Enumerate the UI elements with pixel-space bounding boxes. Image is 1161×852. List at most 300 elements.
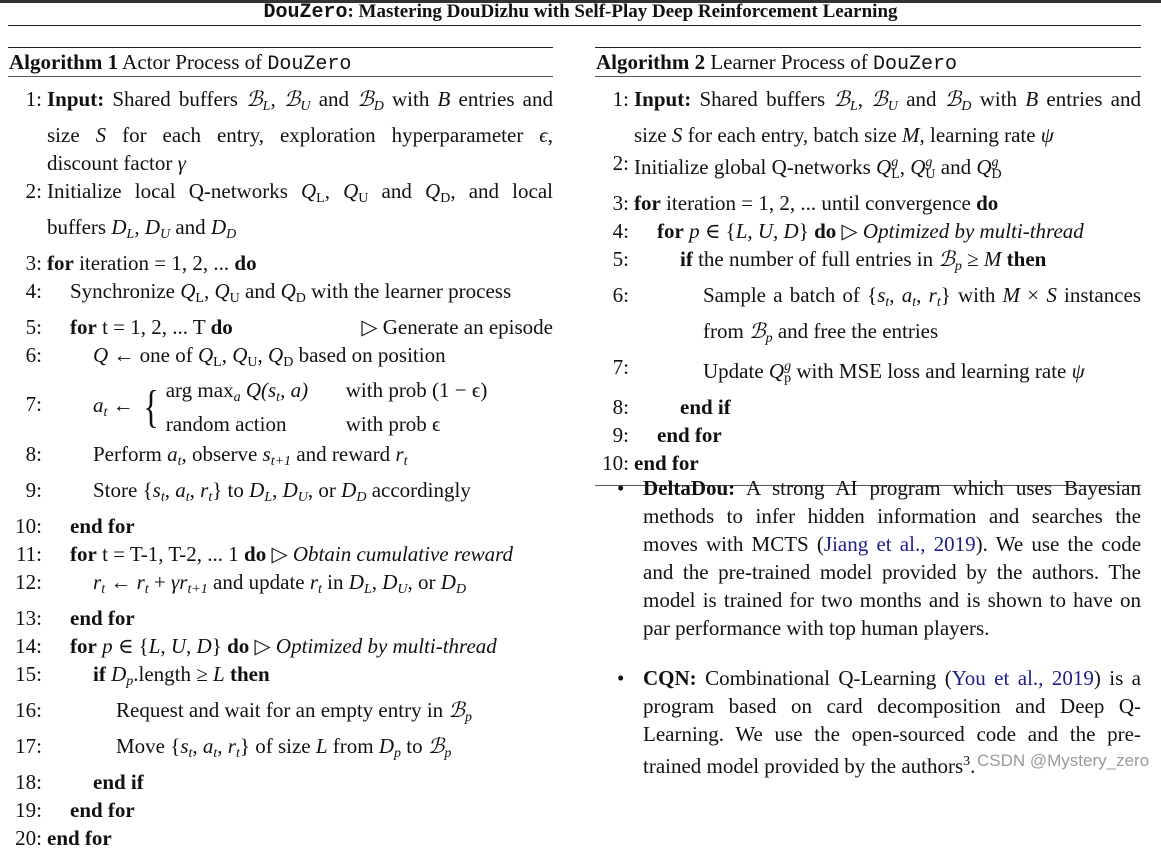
line-content <box>70 632 553 660</box>
algorithm-line <box>595 149 1141 189</box>
subscript: t <box>936 295 941 310</box>
math-symbol: ℬ <box>448 697 465 722</box>
math-symbol: Q <box>280 279 296 303</box>
math-symbol: B <box>437 87 451 111</box>
keyword: end for <box>634 451 699 475</box>
assign-arrow: ← <box>107 392 134 417</box>
math-symbol: D <box>382 569 398 594</box>
algorithm-title-mono: DouZero <box>873 53 958 76</box>
header-title: : Mastering DouDizhu with Self-Play Deep Reinforcement Learning <box>347 1 898 22</box>
text: accordingly <box>366 477 471 502</box>
algorithm-line <box>8 732 553 768</box>
line-content <box>70 796 553 824</box>
algorithm-2 <box>595 47 1141 486</box>
algorithm-line <box>8 277 553 313</box>
algorithm-line <box>8 512 553 540</box>
text: Store { <box>93 477 153 502</box>
text: and free the entries <box>772 319 939 343</box>
math-symbol: Q <box>425 179 441 203</box>
subscript: p <box>444 745 452 761</box>
text: and reward <box>291 441 396 466</box>
case-expression <box>166 377 346 411</box>
math-symbol: p <box>689 219 700 243</box>
watermark: CSDN @Mystery_zero <box>977 751 1150 770</box>
math-symbol: r <box>227 733 236 758</box>
keyword: for <box>657 219 684 243</box>
bullet-deltadou <box>617 474 1142 642</box>
subscript: D <box>226 227 237 242</box>
line-content: Update $Qg_p$ with MSE loss and learning rate ψ <box>703 359 1085 386</box>
subscript: D <box>991 167 1002 182</box>
text: , <box>203 279 215 303</box>
subscript: U <box>247 355 258 370</box>
line-number: 17: <box>15 733 42 758</box>
text: iteration = 1, 2, ... until convergence <box>660 191 977 215</box>
line-number: 11: <box>15 541 42 566</box>
text: , <box>189 477 201 502</box>
math-symbol: M <box>983 247 1002 271</box>
citation-link[interactable]: Jiang et al., 2019 <box>823 532 976 556</box>
subscript: L <box>262 99 271 114</box>
math-symbol: p <box>102 633 113 658</box>
keyword: do <box>234 251 257 275</box>
line-number: 8: <box>612 395 629 419</box>
algorithm-line <box>595 217 1141 245</box>
subscript: L <box>849 99 858 114</box>
algorithm-line <box>8 177 553 249</box>
algorithm-line <box>8 768 553 796</box>
line-number: 10: <box>15 513 42 538</box>
math-symbol: Q <box>198 343 214 367</box>
line-number: 15: <box>15 661 42 686</box>
algorithm-title <box>595 48 1141 76</box>
text: and update <box>207 569 310 594</box>
line-number: 20: <box>15 825 42 850</box>
text: } to <box>212 477 250 502</box>
math-symbol: D <box>282 477 298 502</box>
text: , learning rate <box>919 123 1041 147</box>
subscript: D <box>961 99 972 114</box>
line-content <box>93 768 553 796</box>
subscript: t <box>188 745 193 761</box>
line-number: 16: <box>15 697 42 722</box>
math-symbol: Q <box>214 279 230 303</box>
text: , or <box>307 477 342 502</box>
keyword: do <box>227 633 250 658</box>
algorithm-title-text: Learner Process of <box>705 50 874 74</box>
keyword: for <box>47 251 74 275</box>
text: ← <box>105 569 137 594</box>
subscript: t <box>403 453 408 469</box>
algorithm-line <box>595 421 1141 449</box>
subscript: a <box>233 390 241 405</box>
math-symbol: Q <box>876 155 892 179</box>
text: ). We use the code and the pre-trained model provided by the authors. The model is trained for two months and is shown to have on par performance with top human players. <box>643 532 1142 640</box>
text: , <box>192 733 203 758</box>
algorithm-1 <box>8 47 553 852</box>
algorithm-line <box>8 377 553 440</box>
line-number: 12: <box>15 569 42 594</box>
text: Combinational Q-Learning ( <box>696 666 952 690</box>
text: and <box>310 87 358 111</box>
keyword: Input: <box>47 87 105 111</box>
text: iteration = 1, 2, ... <box>73 251 235 275</box>
algorithm-line <box>595 393 1141 421</box>
math-symbol: ℬ <box>938 247 955 271</box>
line-content <box>657 421 1141 449</box>
algorithm-lines <box>8 85 553 852</box>
line-number: 1: <box>612 87 629 111</box>
keyword: then <box>1006 247 1047 271</box>
math-symbol: D <box>341 477 357 502</box>
keyword: CQN: <box>643 666 697 690</box>
subscript: t <box>160 489 165 505</box>
text: Move { <box>116 733 181 758</box>
title-rule <box>8 76 553 77</box>
line-number: 7: <box>612 355 629 379</box>
line-number: 9: <box>25 477 42 502</box>
algorithm-line <box>8 796 553 824</box>
line-content <box>634 449 1141 477</box>
math-symbol: Q <box>343 179 359 203</box>
line-number: 2: <box>612 151 629 175</box>
subscript: D <box>373 99 384 114</box>
math-symbol: D <box>144 215 160 239</box>
text: ∈ { <box>112 633 149 658</box>
math-symbol: Q <box>232 343 248 367</box>
subscript: L <box>891 167 900 182</box>
line-content <box>116 696 553 732</box>
subscript: t <box>101 581 106 597</box>
text: arg max <box>165 378 234 402</box>
text: , <box>134 215 145 239</box>
subscript: L <box>213 355 222 370</box>
subscript: p <box>126 673 134 689</box>
algorithm-line <box>595 85 1141 149</box>
algorithm-line <box>8 604 553 632</box>
text: ∈ { <box>699 219 736 243</box>
text: , <box>916 283 929 307</box>
line-content <box>680 245 1141 281</box>
text: Request and wait for an empty entry in <box>116 697 449 722</box>
line-content <box>634 189 1141 217</box>
text: , discount factor <box>47 123 554 175</box>
keyword: end for <box>47 825 112 850</box>
keyword: if <box>680 247 693 271</box>
math-symbol: ℬ <box>427 733 445 758</box>
footnote-mark: 3 <box>963 754 971 769</box>
text: entries and size <box>47 87 554 147</box>
math-symbol: r <box>395 441 404 466</box>
math-symbol: r <box>136 569 145 594</box>
text: , <box>164 477 176 502</box>
math-symbol: ℬ <box>749 319 766 343</box>
algorithm-line <box>8 85 553 177</box>
math-symbol: ψ <box>1071 359 1085 383</box>
line-number: 10: <box>602 451 629 475</box>
subscript: D <box>283 355 294 370</box>
keyword: for <box>70 541 97 566</box>
text: , <box>221 343 233 367</box>
line-number: 9: <box>612 423 629 447</box>
keyword: do <box>210 315 233 339</box>
math-symbol: s <box>262 441 271 466</box>
subscript: t <box>185 489 190 505</box>
math-symbol: ℬ <box>944 87 962 111</box>
text: Perform <box>93 441 168 466</box>
line-number: 19: <box>15 797 42 822</box>
subscript: U <box>397 581 408 597</box>
math-symbol: s <box>152 477 161 502</box>
subscript: t <box>208 489 213 505</box>
text: from <box>327 733 379 758</box>
comment: ▷ Generate an episode <box>361 315 553 339</box>
subscript: D <box>356 489 367 505</box>
subscript: t <box>912 295 917 310</box>
subscript: L <box>195 291 204 306</box>
text: , <box>270 87 284 111</box>
subscript: t+1 <box>270 453 292 469</box>
line-content <box>70 604 553 632</box>
text: , observe <box>181 441 263 466</box>
text: Update <box>703 359 769 383</box>
math-symbol: ℬ <box>357 87 374 111</box>
line-content <box>47 85 553 177</box>
text: } with <box>940 283 1003 307</box>
math-symbol: L <box>315 733 328 758</box>
keyword: end for <box>70 797 135 822</box>
line-number: 4: <box>612 219 629 243</box>
math-symbol: D <box>378 733 395 758</box>
bullet-icon: • <box>617 666 625 690</box>
citation-link[interactable]: You et al., 2019 <box>951 666 1094 690</box>
line-content: Initialize global Q-networks $Qg_L$, $Qg_U$ and $Qg_D$ <box>634 155 1002 182</box>
keyword: end for <box>70 513 135 538</box>
math-symbol: ℬ <box>246 87 263 111</box>
algorithm-label: Algorithm 1 <box>9 50 119 74</box>
piecewise-cases <box>134 377 488 437</box>
line-content <box>93 568 553 604</box>
math-symbol: L, U, D <box>148 633 212 658</box>
line-content <box>93 440 553 476</box>
algorithm-line <box>595 189 1141 217</box>
math-symbol: Q <box>976 155 992 179</box>
math-symbol: D <box>440 569 456 594</box>
line-content <box>70 277 553 313</box>
line-content <box>70 313 553 341</box>
line-content <box>634 85 1141 149</box>
keyword: do <box>814 219 837 243</box>
line-number: 18: <box>15 769 42 794</box>
math-symbol: Q <box>93 343 109 367</box>
algorithm-line <box>8 313 553 341</box>
case-row <box>166 411 488 437</box>
subscript: U <box>159 227 171 242</box>
algorithm-line <box>8 249 553 277</box>
algorithm-label: Algorithm 2 <box>596 50 706 74</box>
subscript: t <box>318 581 322 597</box>
subscript: U <box>358 191 369 206</box>
text: and <box>935 155 977 179</box>
line-number: 6: <box>612 283 629 307</box>
text: + <box>148 569 171 594</box>
header-rule <box>8 25 1141 26</box>
subscript: t <box>144 581 149 597</box>
text: A strong AI program which uses Bayesian methods to infer hidden information and searches the moves with MCTS ( <box>643 476 1141 556</box>
keyword: end if <box>680 395 731 419</box>
text: , <box>257 343 269 367</box>
case-expression: random action <box>165 412 287 436</box>
text: } <box>798 219 815 243</box>
comment: ▷ Optimized by multi-thread <box>249 633 497 658</box>
text: Shared buffers <box>104 87 247 111</box>
line-content <box>680 393 1141 421</box>
subscript: p <box>954 259 962 274</box>
math-symbol: M <box>1002 283 1021 307</box>
text: } <box>211 633 228 658</box>
text: , <box>272 477 283 502</box>
line-number: 14: <box>15 633 42 658</box>
math-symbol: ϵ <box>539 123 548 147</box>
math-symbol: ψ <box>1040 123 1054 147</box>
math-symbol: s <box>180 733 189 758</box>
keyword: end if <box>93 769 144 794</box>
algorithm-title-mono: DouZero <box>267 53 352 76</box>
text: with the learner process <box>305 279 512 303</box>
algorithm-line <box>8 440 553 476</box>
text: } of size <box>239 733 316 758</box>
text: instances from <box>703 283 1142 343</box>
subscript: t <box>885 295 890 310</box>
math-symbol: Q <box>180 279 196 303</box>
line-content <box>93 341 553 377</box>
math-symbol: S <box>671 123 683 147</box>
text: , <box>324 179 344 203</box>
algorithm-line <box>8 660 553 696</box>
math-symbol: Q(s <box>240 378 277 402</box>
text: entries and size <box>634 87 1141 147</box>
algorithm-title <box>8 48 553 76</box>
keyword: for <box>634 191 661 215</box>
text: Initialize local Q-networks <box>47 179 301 203</box>
text: for each entry, batch size <box>682 123 903 147</box>
line-number: 7: <box>25 392 42 416</box>
subscript: D <box>440 191 451 206</box>
algorithm-line <box>8 824 553 852</box>
math-symbol: γ <box>177 151 186 175</box>
math-symbol: D <box>111 215 127 239</box>
math-symbol: a <box>901 283 913 307</box>
math-symbol: γr <box>171 569 188 594</box>
text: , and local buffers <box>47 179 553 239</box>
math-symbol: D <box>210 215 227 239</box>
text: with <box>971 87 1026 111</box>
line-number: 6: <box>25 343 42 367</box>
line-number: 2: <box>25 179 42 203</box>
subscript: L <box>316 191 325 206</box>
math-symbol: L, U, D <box>735 219 799 243</box>
math-symbol: a <box>167 441 178 466</box>
text: for each entry, exploration hyperparameter <box>106 123 540 147</box>
keyword: Input: <box>634 87 692 111</box>
subscript: U <box>300 99 311 114</box>
math-symbol: Q <box>910 155 926 179</box>
math-symbol: r <box>309 569 319 594</box>
keyword: for <box>70 633 97 658</box>
subscript: L <box>264 489 273 505</box>
math-symbol: s <box>877 283 886 307</box>
text: with <box>383 87 438 111</box>
line-number: 4: <box>25 279 42 303</box>
math-symbol: ℬ <box>871 87 888 111</box>
line-number: 1: <box>25 87 42 111</box>
subscript: p <box>784 371 792 386</box>
text: Shared buffers <box>691 87 834 111</box>
algorithm-line <box>595 245 1141 281</box>
keyword: for <box>70 315 97 339</box>
text: Sample a batch of { <box>703 283 878 307</box>
algorithm-line <box>8 476 553 512</box>
text: in <box>321 569 349 594</box>
text: , or <box>407 569 441 594</box>
subscript: t+1 <box>187 581 208 597</box>
header-title-mono: DouZero <box>263 1 348 24</box>
line-content <box>703 281 1141 353</box>
algorithm-line <box>8 632 553 660</box>
subscript: t <box>213 745 218 761</box>
keyword: end for <box>657 423 722 447</box>
cases-rows <box>166 377 488 437</box>
text: with MSE loss and learning rate <box>791 359 1072 383</box>
keyword: do <box>976 191 999 215</box>
subscript: p <box>464 709 472 725</box>
text: , <box>217 733 228 758</box>
math-symbol: r <box>200 477 209 502</box>
comment: ▷ Obtain cumulative reward <box>266 541 513 566</box>
keyword: DeltaDou: <box>643 476 736 500</box>
running-header <box>0 1 1161 24</box>
text: t = T-1, T-2, ... 1 <box>96 541 245 566</box>
algorithm-line <box>595 353 1141 393</box>
text: × <box>1020 283 1047 307</box>
text: ) is a program based on card decomposition and Deep Q-Learning. We use the open-sourced code and the pre-trained model provided by the authors <box>643 666 1142 778</box>
text: , <box>899 155 911 179</box>
text: the number of full entries in <box>692 247 939 271</box>
line-number: 5: <box>612 247 629 271</box>
subscript: U <box>229 291 240 306</box>
line-content <box>47 249 553 277</box>
line-number: 5: <box>25 315 42 339</box>
math-symbol: ℬ <box>833 87 850 111</box>
algorithm-line <box>8 696 553 732</box>
text: .length ≥ <box>133 661 214 686</box>
math-symbol: S <box>1046 283 1057 307</box>
line-content <box>93 476 553 512</box>
text: ≥ <box>961 247 984 271</box>
math-symbol: Q <box>268 343 284 367</box>
text: Synchronize <box>70 279 181 303</box>
keyword: then <box>229 661 270 686</box>
math-symbol: Q <box>768 359 785 383</box>
case-condition: with prob (1 − ϵ) <box>345 378 488 402</box>
comment: ▷ Optimized by multi-thread <box>836 219 1084 243</box>
title-rule <box>595 76 1141 77</box>
algorithm-lines <box>595 85 1141 477</box>
text: and <box>170 215 211 239</box>
text: ← one of <box>108 343 198 367</box>
algorithm-title-text: Actor Process of <box>118 50 268 74</box>
subscript: t <box>177 453 182 469</box>
